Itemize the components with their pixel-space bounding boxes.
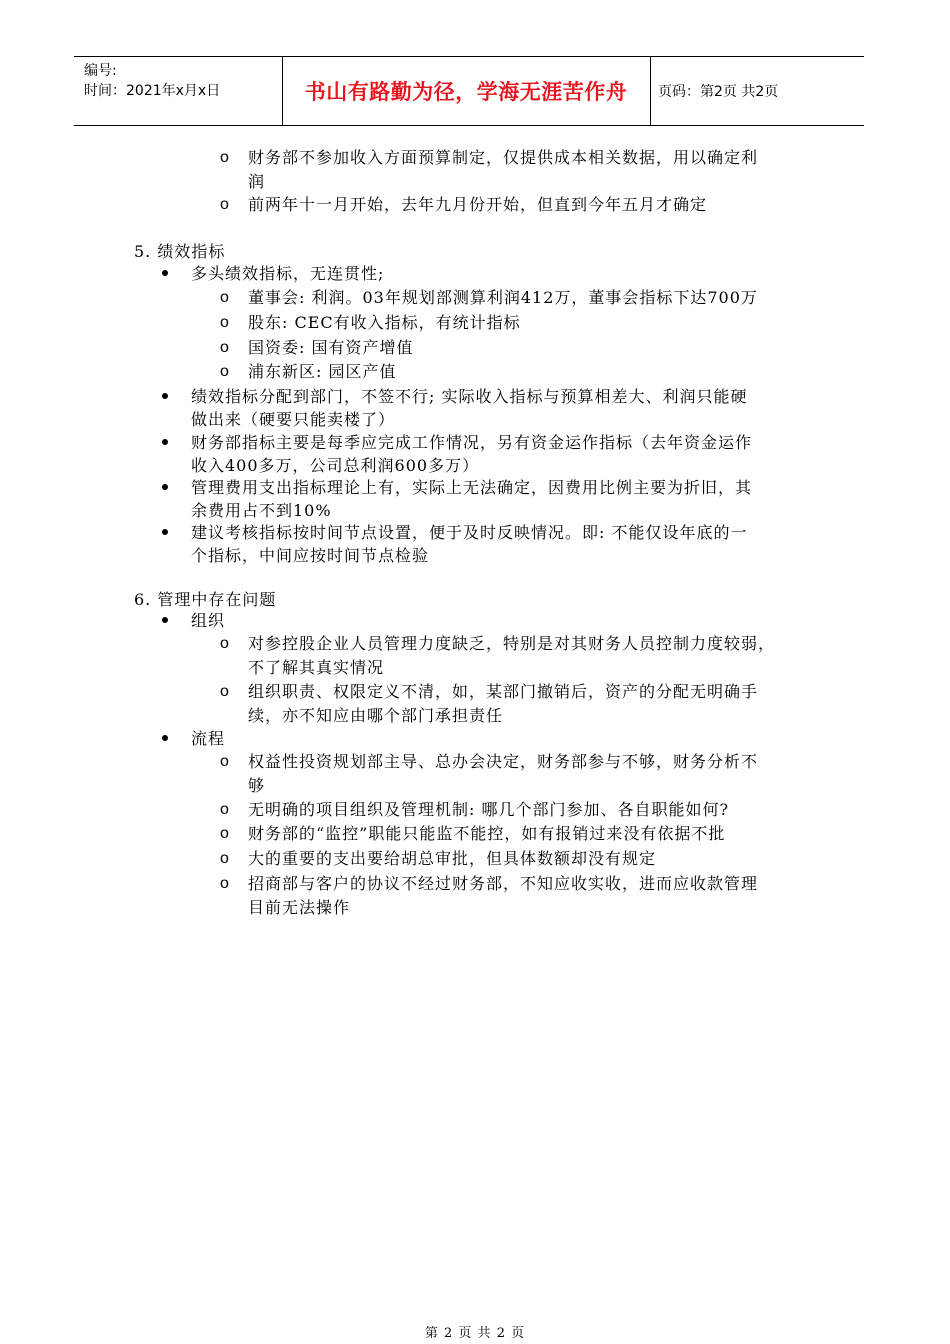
list-item-text: 对参控股企业人员管理力度缺乏，特别是对其财务人员控制力度较弱， bbox=[248, 634, 776, 653]
list-item-text: 组织职责、权限定义不清，如，某部门撤销后，资产的分配无明确手 bbox=[248, 682, 759, 701]
list-item-text: 组织 bbox=[191, 611, 226, 630]
sub-bullet-marker: o bbox=[220, 339, 229, 356]
header-divider bbox=[650, 57, 651, 125]
list-item-text: 做出来（硬要只能卖楼了） bbox=[191, 410, 396, 429]
header-page-info: 页码：第2页 共2页 bbox=[658, 84, 779, 100]
list-item-text: 财务部指标主要是每季应完成工作情况，另有资金运作指标（去年资金运作 bbox=[191, 433, 753, 452]
header-motto: 书山有路勤为径，学海无涯苦作舟 bbox=[304, 80, 628, 104]
list-item-text: 流程 bbox=[191, 729, 226, 748]
list-item-text: 权益性投资规划部主导、总办会决定，财务部参与不够，财务分析不 bbox=[248, 752, 759, 771]
list-item-text: 绩效指标分配到部门，不签不行; 实际收入指标与预算相差大、利润只能硬 bbox=[191, 387, 748, 406]
bullet-marker bbox=[162, 617, 168, 623]
bullet-marker bbox=[162, 529, 168, 535]
bullet-marker bbox=[162, 270, 168, 276]
list-item-text: 股东: CEC有收入指标，有统计指标 bbox=[248, 313, 521, 332]
sub-bullet-marker: o bbox=[220, 801, 229, 818]
sub-bullet-marker: o bbox=[220, 753, 229, 770]
list-item-text: 续，亦不知应由哪个部门承担责任 bbox=[248, 706, 504, 725]
bullet-marker bbox=[162, 484, 168, 490]
sub-bullet-marker: o bbox=[220, 635, 229, 652]
list-item-text: 国资委: 国有资产增值 bbox=[248, 338, 414, 357]
sub-bullet-marker: o bbox=[220, 196, 229, 213]
list-item-text: 收入400多万，公司总利润600多万） bbox=[191, 456, 480, 475]
list-item-text: 财务部的“监控”职能只能监不能控，如有报销过来没有依据不批 bbox=[248, 824, 726, 843]
list-item-text: 财务部不参加收入方面预算制定，仅提供成本相关数据，用以确定利 bbox=[248, 148, 759, 167]
sub-bullet-marker: o bbox=[220, 289, 229, 306]
list-item-text: 管理费用支出指标理论上有，实际上无法确定，因费用比例主要为折旧，其 bbox=[191, 478, 753, 497]
list-item-text: 前两年十一月开始，去年九月份开始，但直到今年五月才确定 bbox=[248, 195, 708, 214]
list-item-text: 多头绩效指标，无连贯性; bbox=[191, 264, 385, 283]
sub-bullet-marker: o bbox=[220, 825, 229, 842]
page-footer: 第 2 页 共 2 页 bbox=[424, 1326, 526, 1341]
list-item-text: 个指标，中间应按时间节点检验 bbox=[191, 546, 430, 565]
sub-bullet-marker: o bbox=[220, 149, 229, 166]
bullet-marker bbox=[162, 393, 168, 399]
list-item-text: 无明确的项目组织及管理机制: 哪几个部门参加、各自职能如何? bbox=[248, 800, 730, 819]
header-meta bbox=[84, 61, 280, 101]
section-heading: 6. 管理中存在问题 bbox=[134, 590, 277, 609]
bullet-marker bbox=[162, 439, 168, 445]
list-item-text: 够 bbox=[248, 776, 266, 795]
list-item-text: 不了解其真实情况 bbox=[248, 658, 385, 677]
list-item-text: 润 bbox=[248, 172, 266, 191]
list-item-text: 招商部与客户的协议不经过财务部，不知应收实收，进而应收款管理 bbox=[248, 874, 759, 893]
sub-bullet-marker: o bbox=[220, 683, 229, 700]
sub-bullet-marker: o bbox=[220, 363, 229, 380]
document-number-label: 编号: bbox=[84, 63, 117, 79]
list-item-text: 建议考核指标按时间节点设置，便于及时反映情况。即: 不能仅设年底的一 bbox=[191, 523, 748, 542]
document-time-label: 时间：2021年x月x日 bbox=[84, 83, 221, 99]
sub-bullet-marker: o bbox=[220, 850, 229, 867]
bullet-marker bbox=[162, 735, 168, 741]
list-item-text: 余费用占不到10% bbox=[191, 501, 332, 520]
sub-bullet-marker: o bbox=[220, 875, 229, 892]
page-header bbox=[74, 56, 864, 126]
list-item-text: 大的重要的支出要给胡总审批，但具体数额却没有规定 bbox=[248, 849, 657, 868]
list-item-text: 浦东新区: 园区产值 bbox=[248, 362, 397, 381]
sub-bullet-marker: o bbox=[220, 314, 229, 331]
section-heading: 5. 绩效指标 bbox=[134, 242, 226, 261]
list-item-text: 目前无法操作 bbox=[248, 898, 351, 917]
list-item-text: 董事会: 利润。03年规划部测算利润412万，董事会指标下达700万 bbox=[248, 288, 758, 307]
